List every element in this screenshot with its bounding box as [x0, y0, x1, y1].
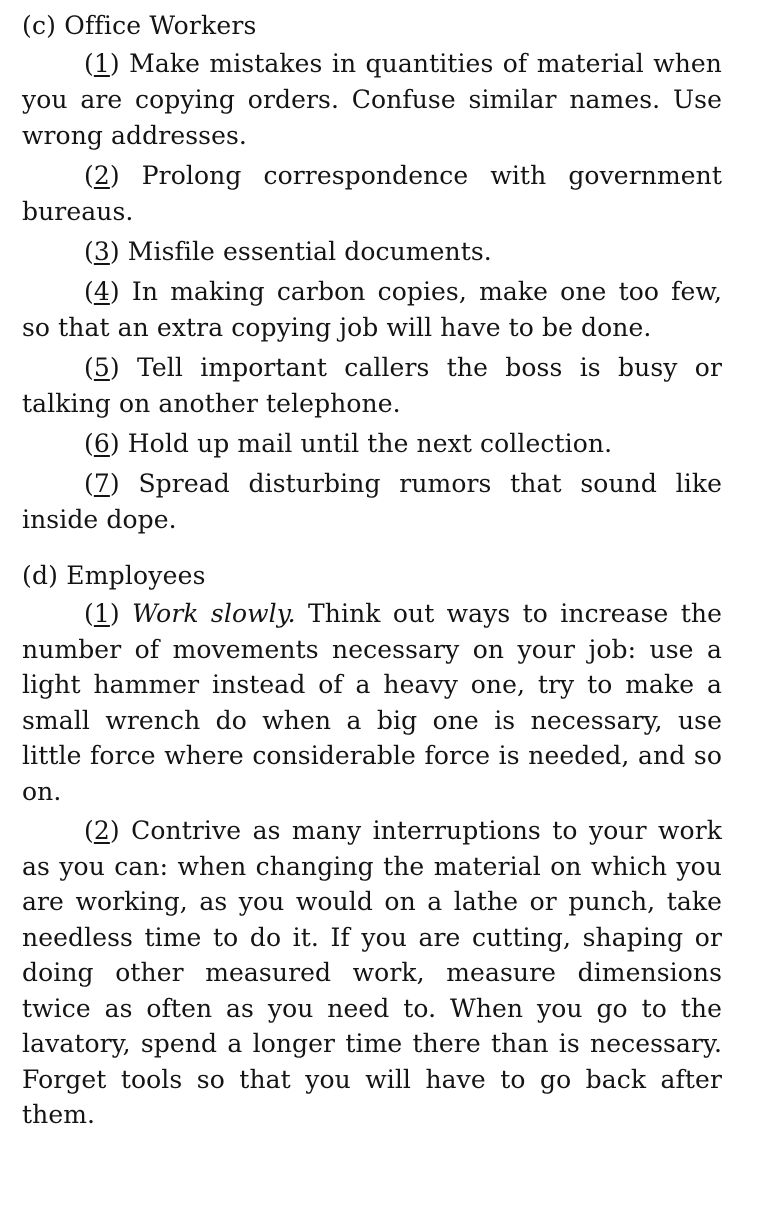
item-emphasis: Work slowly. — [132, 599, 296, 628]
section-label: (d) — [22, 561, 59, 590]
item-text: Think out ways to increase the number of movements necessary on your job: use a light hammer instead of a heavy one, try to make a small wrench do when a big one is necessary, use little force where considerable force is needed, and so on. — [22, 599, 723, 806]
document-page — [22, 8, 722, 1137]
section-label: (c) — [22, 11, 57, 40]
list-item: (7) Spread disturbing rumors that sound like inside dope. — [22, 469, 722, 534]
section-heading — [22, 8, 722, 44]
list-item: (1) Make mistakes in quantities of material when you are copying orders. Confuse similar names. Use wrong addresses. — [22, 49, 722, 150]
item-number: 6 — [93, 429, 110, 458]
section-heading — [22, 558, 722, 594]
item-number: 5 — [93, 353, 110, 382]
item-text: In making carbon copies, make one too few, so that an extra copying job will have to be done. — [22, 277, 722, 342]
item-number: 2 — [93, 816, 110, 845]
item-number: 4 — [93, 277, 110, 306]
item-text: Prolong correspondence with government bureaus. — [22, 161, 722, 226]
list-item: (2) Prolong correspondence with government bureaus. — [22, 161, 722, 226]
list-item: (2) Contrive as many interruptions to your work as you can: when changing the material on which you are working, as you would on a lathe or punch, take needless time to do it. If you are cutting, shaping or doing other measured work, measure dimensions twice as often as you need to. When you go to the lavatory, spend a longer time there than is necessary. Forget tools so that you will have to go back after them. — [22, 816, 722, 1129]
item-text: Hold up mail until the next collection. — [127, 429, 613, 458]
item-text: Contrive as many interruptions to your work as you can: when changing the material on which you are working, as you would on a lathe or punch, take needless time to do it. If you are cutting, shaping or doing other measured work, measure dimensions twice as often as you need to. When you go to the lavatory, spend a longer time there than is necessary. Forget tools so that you will have to go back after them. — [22, 816, 722, 1129]
item-text: Spread disturbing rumors that sound like inside dope. — [22, 469, 722, 534]
item-text: Misfile essential documents. — [127, 237, 492, 266]
list-item: (1) Work slowly. Think out ways to increase the number of movements necessary on your job: use a light hammer instead of a heavy one, try to make a small wrench do when a big one is necessary, use little force where considerable force is needed, and so on. — [22, 599, 723, 806]
item-number: 7 — [93, 469, 110, 498]
item-number: 3 — [93, 237, 110, 266]
section-title: Office Workers — [64, 11, 257, 40]
item-text: Make mistakes in quantities of material when you are copying orders. Confuse similar names. Use wrong addresses. — [22, 49, 722, 150]
item-number: 2 — [93, 161, 110, 190]
section-title: Employees — [66, 561, 206, 590]
list-item: (5) Tell important callers the boss is busy or talking on another telephone. — [22, 353, 722, 418]
list-item: (6) Hold up mail until the next collection. — [84, 429, 613, 458]
list-item: (3) Misfile essential documents. — [84, 237, 492, 266]
section-employees — [22, 558, 722, 1133]
item-text: Tell important callers the boss is busy or talking on another telephone. — [22, 353, 722, 418]
item-number: 1 — [93, 599, 110, 628]
item-number: 1 — [93, 49, 110, 78]
list-item: (4) In making carbon copies, make one too few, so that an extra copying job will have to be done. — [22, 277, 722, 342]
section-office-workers — [22, 8, 722, 538]
